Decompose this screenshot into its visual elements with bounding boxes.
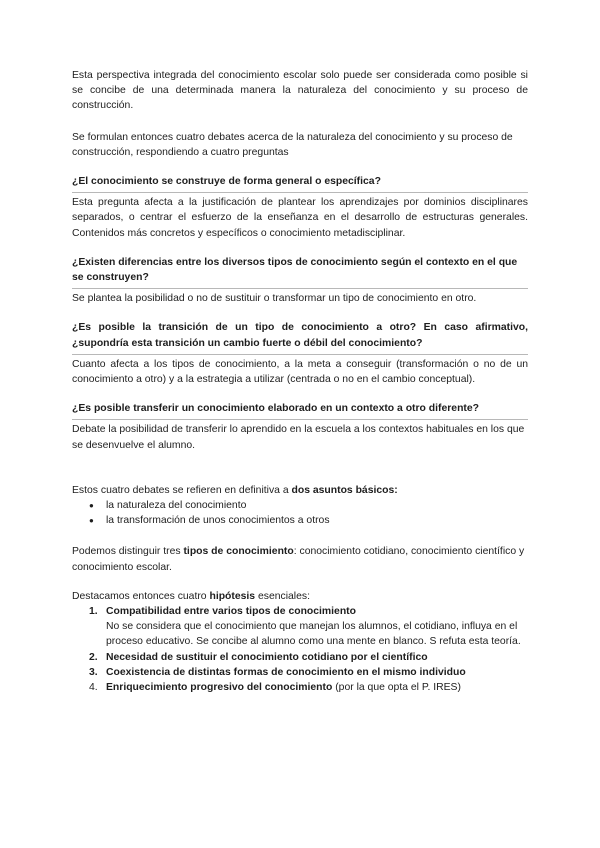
intro-paragraph-1: Esta perspectiva integrada del conocimiento escolar solo puede ser considerada como posible si se concibe de una determinada manera la naturaleza del conocimiento y su proceso de construcción. (72, 70, 528, 112)
knowledge-types-paragraph: Podemos distinguir tres tipos de conocimiento: conocimiento cotidiano, conocimiento científico y conocimiento escolar. (72, 546, 525, 573)
debate-question-4: ¿Es posible transferir un conocimiento elaborado en un contexto a otro diferente? (72, 403, 480, 415)
list-item: ● la transformación de unos conocimientos a otros (72, 513, 528, 528)
question-divider (72, 192, 528, 193)
list-item: 4. Enriquecimiento progresivo del conocimiento (por la que opta el P. IRES) (89, 682, 461, 694)
debate-question-2: ¿Existen diferencias entre los diversos tipos de conocimiento según el contexto en el que se construyen? (72, 256, 518, 284)
hypotheses-lead: Destacamos entonces cuatro hipótesis esenciales: (72, 590, 310, 602)
debate-question-1: ¿El conocimiento se construye de forma general o específica? (72, 176, 381, 188)
document-page (72, 68, 528, 695)
hypotheses-list (72, 604, 528, 695)
debate-answer-4: Debate la posibilidad de transferir lo aprendido en la escuela a los contextos habituales en los que se desenvuelve el alumno. (72, 424, 525, 451)
summary-bullet-list (72, 498, 528, 528)
bullet-icon: ● (89, 501, 94, 511)
summary-lead: Estos cuatro debates se refieren en definitiva a dos asuntos básicos: (72, 484, 398, 496)
list-item: 2. Necesidad de sustituir el conocimiento cotidiano por el científico (89, 651, 428, 663)
list-item: 1. Compatibilidad entre varios tipos de conocimiento No se considera que el conocimiento que manejan los alumnos, el cotidiano, influya en el proceso educativo. Se concibe al alumno como una mente en blanco. S refuta esta teoría. (72, 604, 528, 650)
debate-answer-3: Cuanto afecta a los tipos de conocimiento, a la meta a conseguir (transformación o no de un conocimiento a otro) y a la estrategia a utilizar (centrada o no en el cambio conceptual). (72, 358, 528, 386)
debate-answer-1: Esta pregunta afecta a la justificación de plantear los aprendizajes por dominios disciplinares separados, o centrar el esfuerzo de la enseñanza en el desarrollo de estructuras generales. Contenidos más concretos y específicos o conocimiento metadisciplinar. (72, 197, 528, 239)
question-divider (72, 354, 528, 355)
question-divider (72, 288, 528, 289)
question-divider (72, 419, 528, 420)
debate-answer-2: Se plantea la posibilidad o no de sustituir o transformar un tipo de conocimiento en otro. (72, 293, 477, 305)
debate-question-3: ¿Es posible la transición de un tipo de conocimiento a otro? En caso afirmativo, ¿supondría esta transición un cambio fuerte o débil del conocimiento? (72, 322, 528, 349)
list-item: 3. Coexistencia de distintas formas de conocimiento en el mismo individuo (89, 666, 466, 678)
list-item: ● la naturaleza del conocimiento (72, 498, 528, 513)
bullet-icon: ● (89, 516, 94, 526)
hypothesis-detail: No se considera que el conocimiento que manejan los alumnos, el cotidiano, influya en el proceso educativo. Se concibe al alumno como una mente en blanco. S refuta esta teoría. (106, 621, 521, 648)
intro-paragraph-2: Se formulan entonces cuatro debates acerca de la naturaleza del conocimiento y su proceso de construcción, respondiendo a cuatro preguntas (72, 131, 513, 158)
